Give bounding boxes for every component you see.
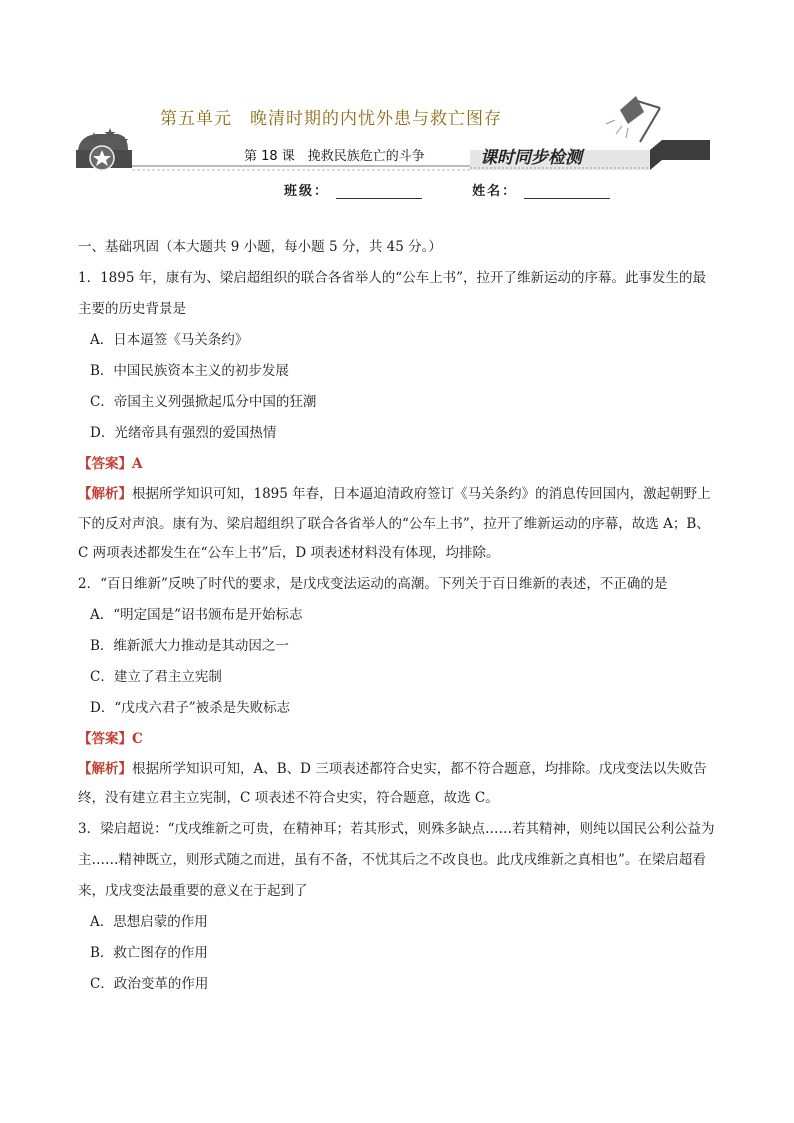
option-2a: A．“明定国是”诏书颁布是开始标志 [90,606,303,623]
analysis-text-2: 根据所学知识可知，A、B、D 三项表述都符合史实，都不符合题意，均排除。戊戌变法以失败告终，没有建立君主立宪制，C 项表述不符合史实，符合题意，故选 C。 [78,760,707,806]
option-2d: D．“戊戌六君子”被杀是失败标志 [90,699,291,716]
option-3b: B．救亡图存的作用 [90,944,208,961]
question-stem-3: 3．梁启超说：“戊戌维新之可贵，在精神耳；若其形式，则殊多缺点……若其精神，则纯以国民公利公益为主……精神既立，则形式随之而进，虽有不备，不忧其后之不改良也。此戊戌维新之真相也”。在梁启超看来，戊戌变法最重要的意义在于起到了 [78,820,715,899]
lesson-title: 第 18 课 挽救民族危亡的斗争 [244,149,425,164]
student-info-row [284,180,654,199]
answer-2: 【答案】C [78,730,143,747]
question-content [78,232,718,1000]
option-1c: C．帝国主义列强掀起瓜分中国的狂潮 [90,394,317,410]
question-stem-2: 2．“百日维新”反映了时代的要求，是戊戌变法运动的高潮。下列关于百日维新的表述，不正确的是 [78,575,668,592]
name-field[interactable] [524,186,610,199]
name-label: 姓名： [472,184,518,199]
page-header [0,0,794,210]
option-2c: C．建立了君主立宪制 [90,668,222,685]
analysis-label-2: 【解析】 [78,760,132,777]
desk-lamp-icon [606,96,660,142]
option-2b: B．维新派大力推动是其动因之一 [90,637,289,654]
class-field[interactable] [336,186,422,199]
analysis-label-1: 【解析】 [78,486,132,502]
star-badge-icon [76,128,132,170]
series-tag: 课时同步检测 [480,148,582,168]
option-3c: C．政治变革的作用 [90,975,209,992]
option-1a: A．日本逼签《马关条约》 [90,332,249,348]
section-title: 一、基础巩固（本大题共 9 小题，每小题 5 分，共 45 分。） [78,239,442,255]
analysis-2 [78,755,718,814]
option-1b: B．中国民族资本主义的初步发展 [90,363,289,379]
option-3a: A．思想启蒙的作用 [90,913,208,930]
class-label: 班级： [284,184,330,199]
option-1d: D．光绪帝具有强烈的爱国热情 [90,425,277,441]
analysis-text-1: 根据所学知识可知，1895 年春，日本逼迫清政府签订《马关条约》的消息传回国内，激起朝野上下的反对声浪。康有为、梁启超组织了联合各省举人的“公车上书”，拉开了维新运动的序幕，故选 A；B、C 两项表述都发生在“公车上书”后，D 项表述材料没有体现，均排除。 [78,486,711,561]
answer-1: 【答案】A [78,456,143,472]
question-stem-1: 1．1895 年，康有为、梁启超组织的联合各省举人的“公车上书”，拉开了维新运动的序幕。此事发生的最主要的历史背景是 [78,270,707,317]
unit-title: 第五单元 晚清时期的内忧外患与救亡图存 [160,109,502,129]
analysis-1 [78,480,718,569]
